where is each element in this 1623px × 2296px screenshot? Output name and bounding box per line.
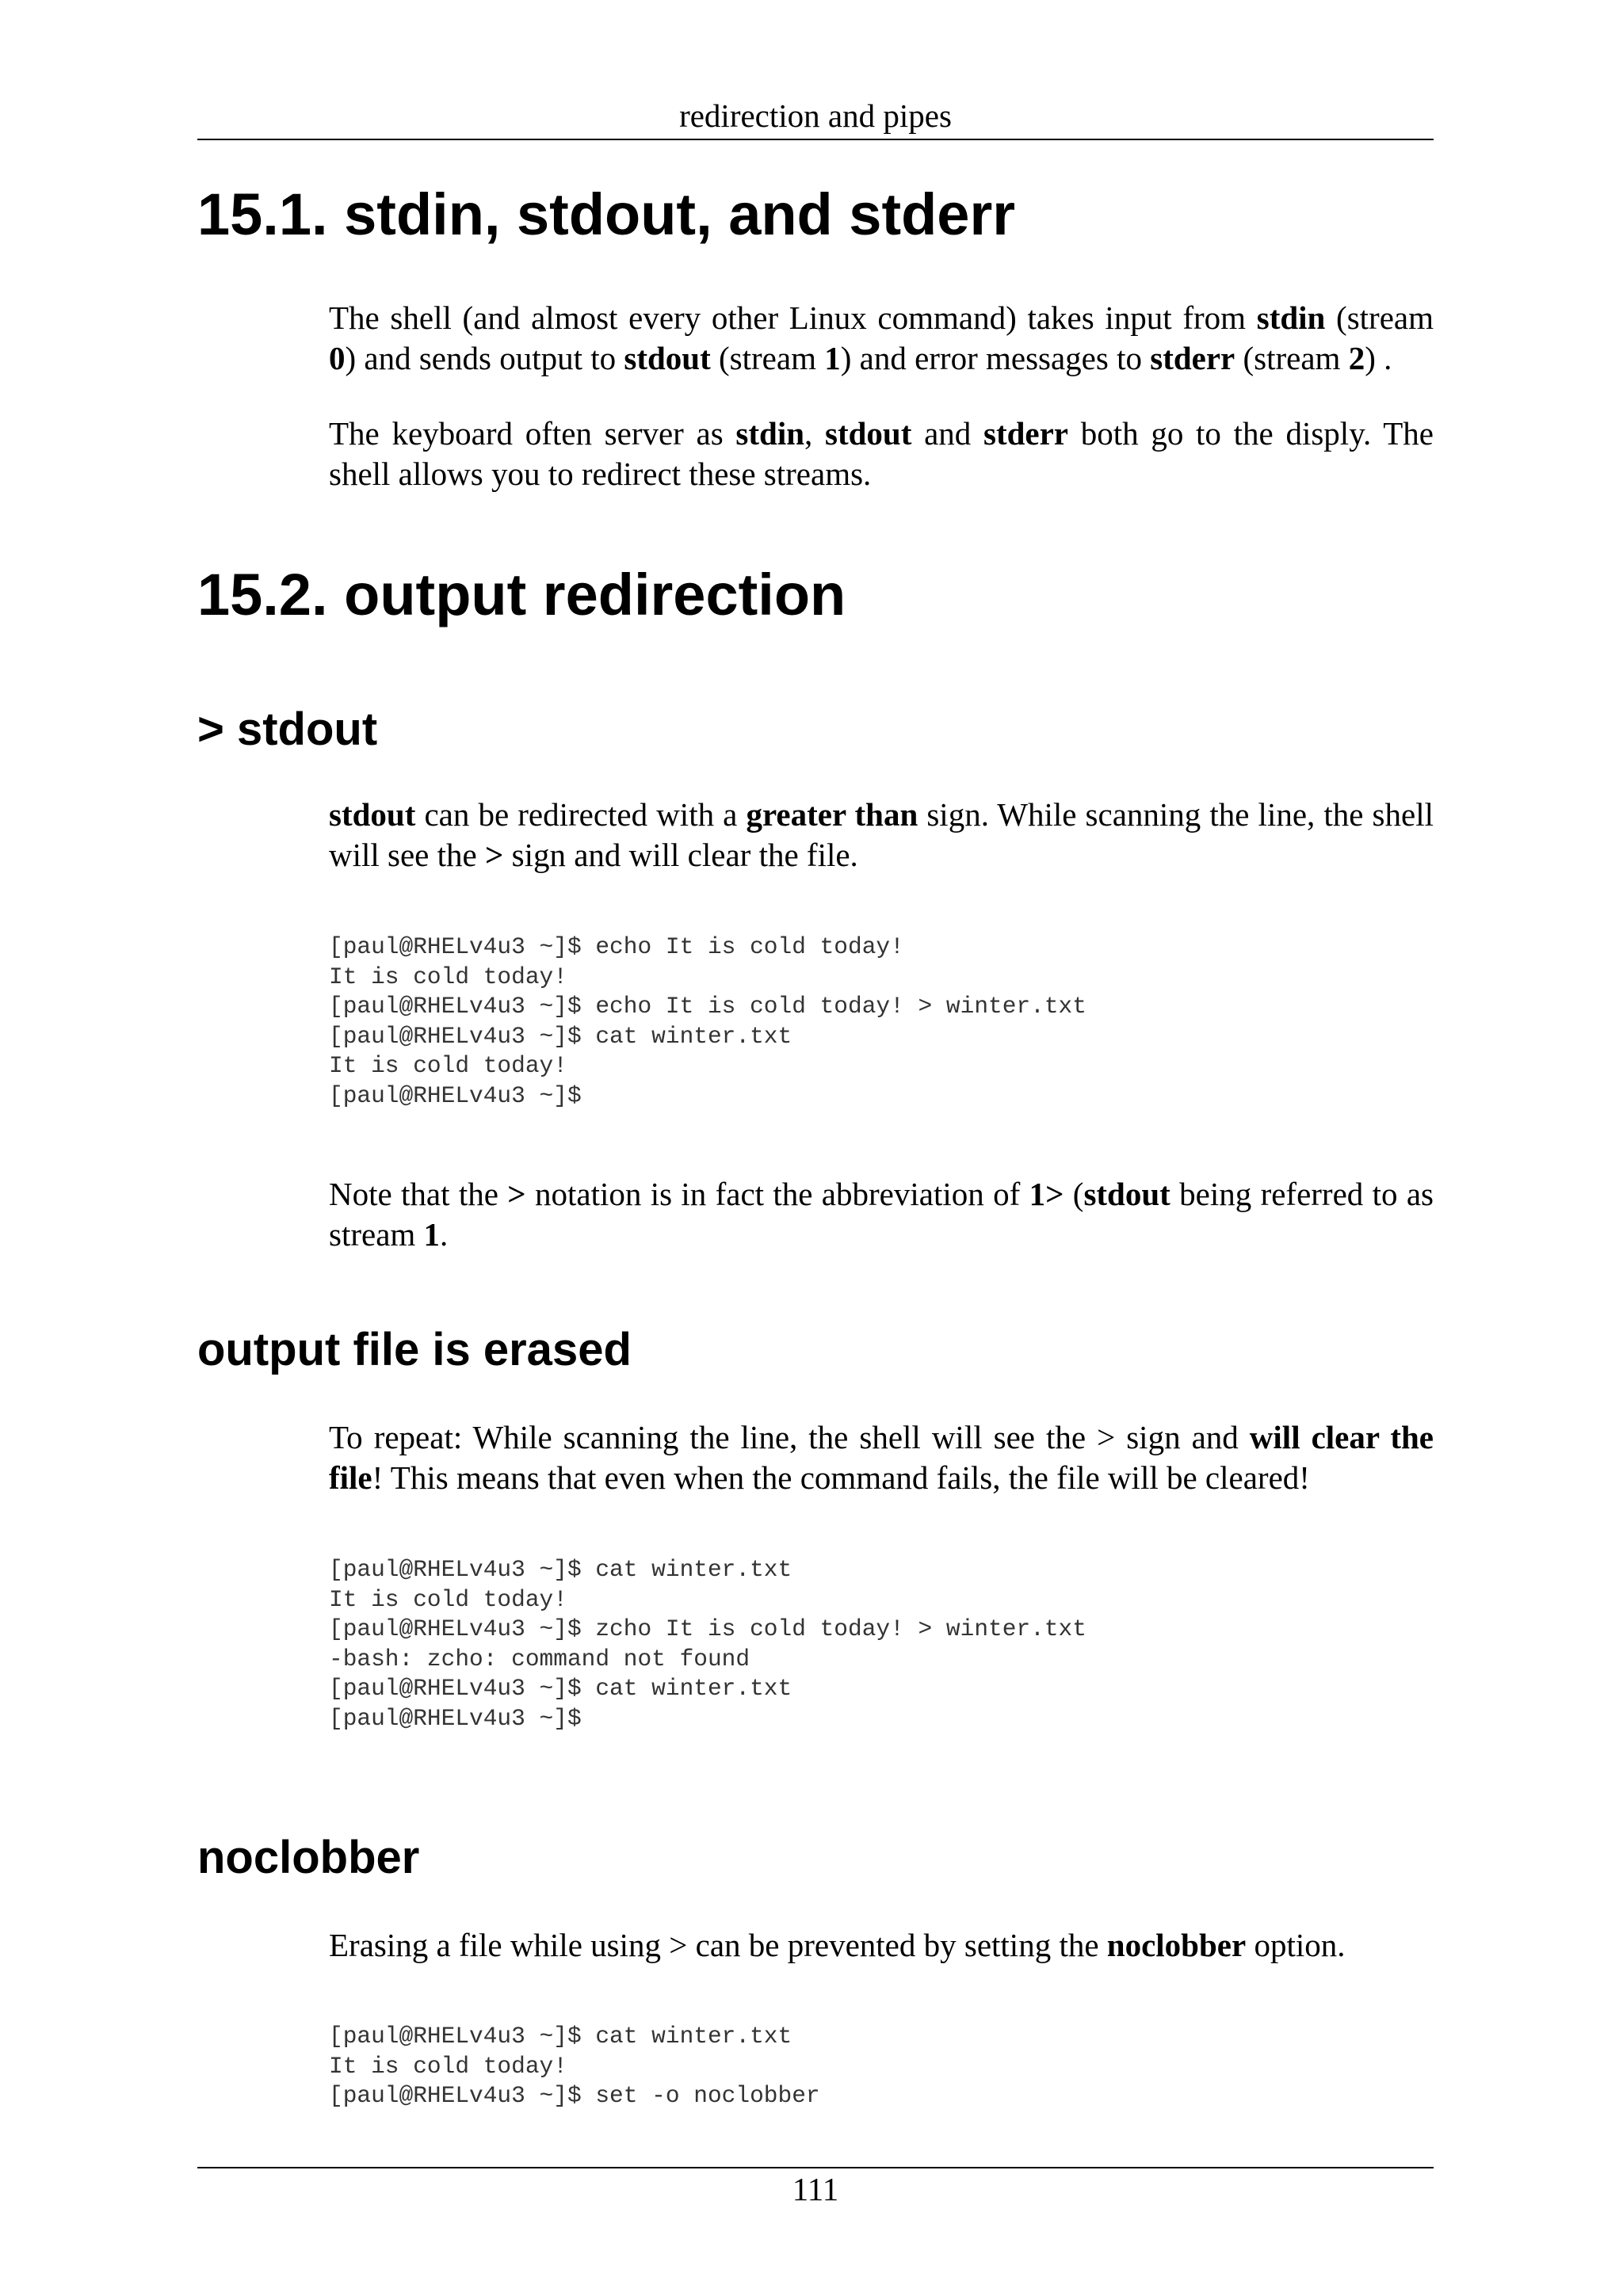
running-header: redirection and pipes [679,97,952,134]
paragraph-keyboard-display: The keyboard often server as stdin, stdout and stderr both go to the disply. The shell allows you to redirect these streams. [329,415,1434,492]
code-block-noclobber [329,2022,820,2111]
section-heading-15-2: 15.2. output redirection [197,562,846,627]
code-line: [paul@RHELv4u3 ~]$ [329,1081,582,1109]
code-line: [paul@RHELv4u3 ~]$ set -o noclobber [329,2082,820,2109]
code-line: [paul@RHELv4u3 ~]$ cat winter.txt [329,1556,792,1583]
code-line: -bash: zcho: command not found [329,1645,750,1672]
code-line: [paul@RHELv4u3 ~]$ cat winter.txt [329,1022,792,1050]
subheading-stdout: > stdout [197,704,378,755]
code-line: It is cold today! [329,1585,567,1613]
subheading-output-file-erased: output file is erased [197,1324,632,1375]
paragraph-noclobber: Erasing a file while using > can be prevented by setting the noclobber option. [329,1927,1346,1963]
page-number: 111 [792,2171,839,2207]
code-line: It is cold today! [329,1052,567,1079]
code-block-stdout [329,933,1086,1111]
paragraph-streams-intro: The shell (and almost every other Linux command) takes input from stdin (stream 0) and sends output to stdout (stream 1) and error messages to stderr (stream 2) . [329,299,1434,376]
section-heading-15-1: 15.1. stdin, stdout, and stderr [197,181,1016,247]
paragraph-file-cleared: To repeat: While scanning the line, the shell will see the > sign and will clear the file! This means that even when the command fails, the file will be cleared! [329,1419,1434,1496]
paragraph-stdout-redirect: stdout can be redirected with a greater than sign. While scanning the line, the shell will see the > sign and will clear the file. [329,796,1434,873]
subheading-noclobber: noclobber [197,1832,420,1883]
code-block-erased [329,1555,1086,1733]
header-rule [197,139,1434,140]
footer-rule [197,2167,1434,2168]
paragraph-notation-note: Note that the > notation is in fact the abbreviation of 1> (stdout being referred to as stream 1. [329,1176,1434,1253]
code-line: [paul@RHELv4u3 ~]$ zcho It is cold today! > winter.txt [329,1615,1086,1642]
code-line: [paul@RHELv4u3 ~]$ [329,1704,582,1732]
code-line: [paul@RHELv4u3 ~]$ cat winter.txt [329,1675,792,1702]
code-line: [paul@RHELv4u3 ~]$ cat winter.txt [329,2023,792,2050]
code-line: It is cold today! [329,2052,567,2080]
code-line: [paul@RHELv4u3 ~]$ echo It is cold today! > winter.txt [329,993,1086,1020]
code-line: It is cold today! [329,963,567,990]
code-line: [paul@RHELv4u3 ~]$ echo It is cold today! [329,933,904,960]
